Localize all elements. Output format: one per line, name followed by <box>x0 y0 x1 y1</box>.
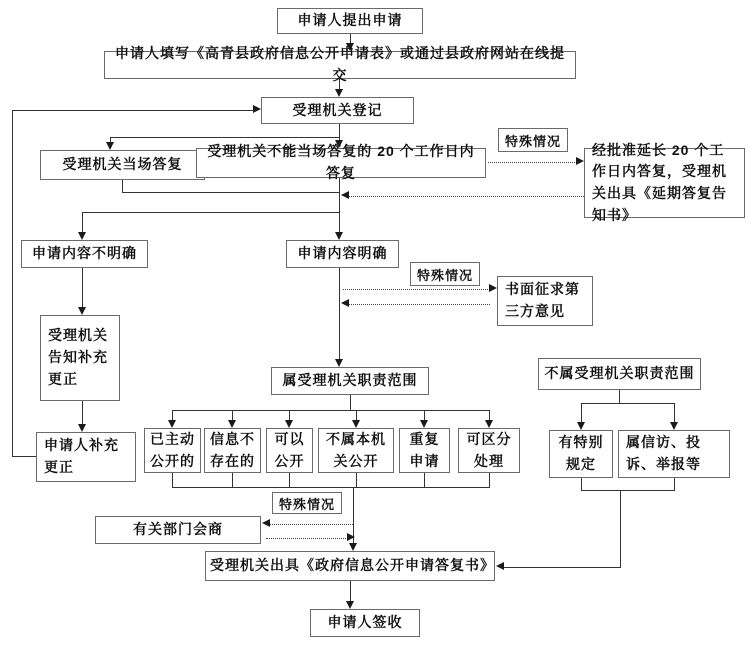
connector-line <box>581 490 674 491</box>
node-can-publish: 可以公开 <box>266 428 313 473</box>
arrow-down-icon <box>228 420 236 428</box>
arrow-down-icon <box>335 232 343 240</box>
dotted-connector <box>488 162 577 163</box>
connector-line <box>350 581 351 603</box>
connector-line <box>620 490 621 568</box>
connector-line <box>489 473 490 488</box>
connector-line <box>289 473 290 488</box>
arrow-down-icon <box>670 422 678 430</box>
connector-line <box>82 268 83 308</box>
label-special-case-mid: 特殊情况 <box>410 262 480 286</box>
connector-line <box>12 456 36 457</box>
arrow-down-icon <box>168 420 176 428</box>
arrow-down-icon <box>349 543 357 551</box>
arrow-right-icon <box>576 157 584 165</box>
arrow-left-icon <box>341 299 349 307</box>
node-register: 受理机关登记 <box>261 97 414 124</box>
arrow-left-icon <box>341 191 349 199</box>
node-deferred-reply: 受理机关不能当场答复的 20 个工作日内答复 <box>196 148 486 178</box>
node-fill-form: 申请人填写《高青县政府信息公开申请表》或通过县政府网站在线提交 <box>104 51 576 79</box>
arrow-down-icon <box>106 142 114 150</box>
arrow-down-icon <box>335 140 343 148</box>
node-special-rules: 有特别规定 <box>549 430 613 478</box>
node-proactive: 已主动公开的 <box>144 428 201 473</box>
arrow-right-icon <box>253 105 261 113</box>
connector-line <box>581 403 674 404</box>
arrow-down-icon <box>78 424 86 432</box>
node-apply: 申请人提出申请 <box>277 8 423 34</box>
arrow-down-icon <box>346 601 354 609</box>
dotted-connector <box>266 524 353 525</box>
connector-line <box>581 403 582 422</box>
connector-line <box>350 395 351 411</box>
arrow-right-icon <box>347 533 355 541</box>
connector-line <box>122 192 339 193</box>
arrow-down-icon <box>285 420 293 428</box>
connector-line <box>674 403 675 422</box>
arrow-down-icon <box>78 232 86 240</box>
connector-line <box>12 110 13 457</box>
arrow-down-icon <box>577 422 585 430</box>
arrow-down-icon <box>485 420 493 428</box>
connector-line <box>619 390 620 404</box>
connector-line <box>339 212 340 233</box>
node-extension: 经批准延长 20 个工作日内答复，受理机关出具《延期答复告知书》 <box>584 148 745 218</box>
node-repeat-apply: 重复申请 <box>399 428 450 473</box>
connector-line <box>339 178 340 213</box>
arrow-down-icon <box>335 359 343 367</box>
dotted-connector <box>349 196 584 197</box>
label-special-case-bottom: 特殊情况 <box>272 492 342 514</box>
node-consult: 有关部门会商 <box>95 516 261 544</box>
arrow-down-icon <box>352 420 360 428</box>
arrow-right-icon <box>489 284 497 292</box>
connector-line <box>82 401 83 425</box>
connector-line <box>339 268 340 361</box>
connector-line <box>172 410 489 411</box>
node-reply-doc: 受理机关出具《政府信息公开申请答复书》 <box>205 551 495 581</box>
node-content-unclear: 申请内容不明确 <box>21 240 148 268</box>
arrow-left-icon <box>496 562 504 570</box>
arrow-down-icon <box>78 307 86 315</box>
connector-line <box>82 212 339 213</box>
connector-line <box>503 567 621 568</box>
connector-line <box>424 473 425 488</box>
node-petition: 属信访、投诉、举报等 <box>618 430 730 478</box>
node-in-scope: 属受理机关职责范围 <box>271 367 429 395</box>
node-onsite-reply: 受理机关当场答复 <box>40 150 205 180</box>
connector-line <box>674 478 675 491</box>
label-special-case-top: 特殊情况 <box>498 128 568 152</box>
connector-line <box>172 487 489 488</box>
node-sign: 申请人签收 <box>310 609 420 637</box>
connector-line <box>82 212 83 233</box>
node-out-of-scope: 不属受理机关职责范围 <box>538 358 701 390</box>
node-not-this-org: 不属本机关公开 <box>318 428 394 473</box>
node-separable: 可区分处理 <box>458 428 520 473</box>
node-third-party: 书面征求第三方意见 <box>497 276 593 326</box>
node-content-clear: 申请内容明确 <box>286 240 399 268</box>
dotted-connector <box>343 289 490 290</box>
arrow-down-icon <box>335 89 343 97</box>
connector-line <box>12 110 254 111</box>
connector-line <box>356 473 357 488</box>
node-applicant-supplement: 申请人补充更正 <box>36 432 136 482</box>
connector-line <box>110 137 340 138</box>
arrow-down-icon <box>346 43 354 51</box>
dotted-connector <box>349 304 490 305</box>
node-not-exist: 信息不存在的 <box>204 428 261 473</box>
node-notify-supplement: 受理机关告知补充更正 <box>40 315 120 401</box>
arrow-left-icon <box>262 519 270 527</box>
connector-line <box>172 473 173 488</box>
connector-line <box>339 124 340 138</box>
connector-line <box>232 473 233 488</box>
arrow-down-icon <box>420 420 428 428</box>
dotted-connector <box>266 538 348 539</box>
